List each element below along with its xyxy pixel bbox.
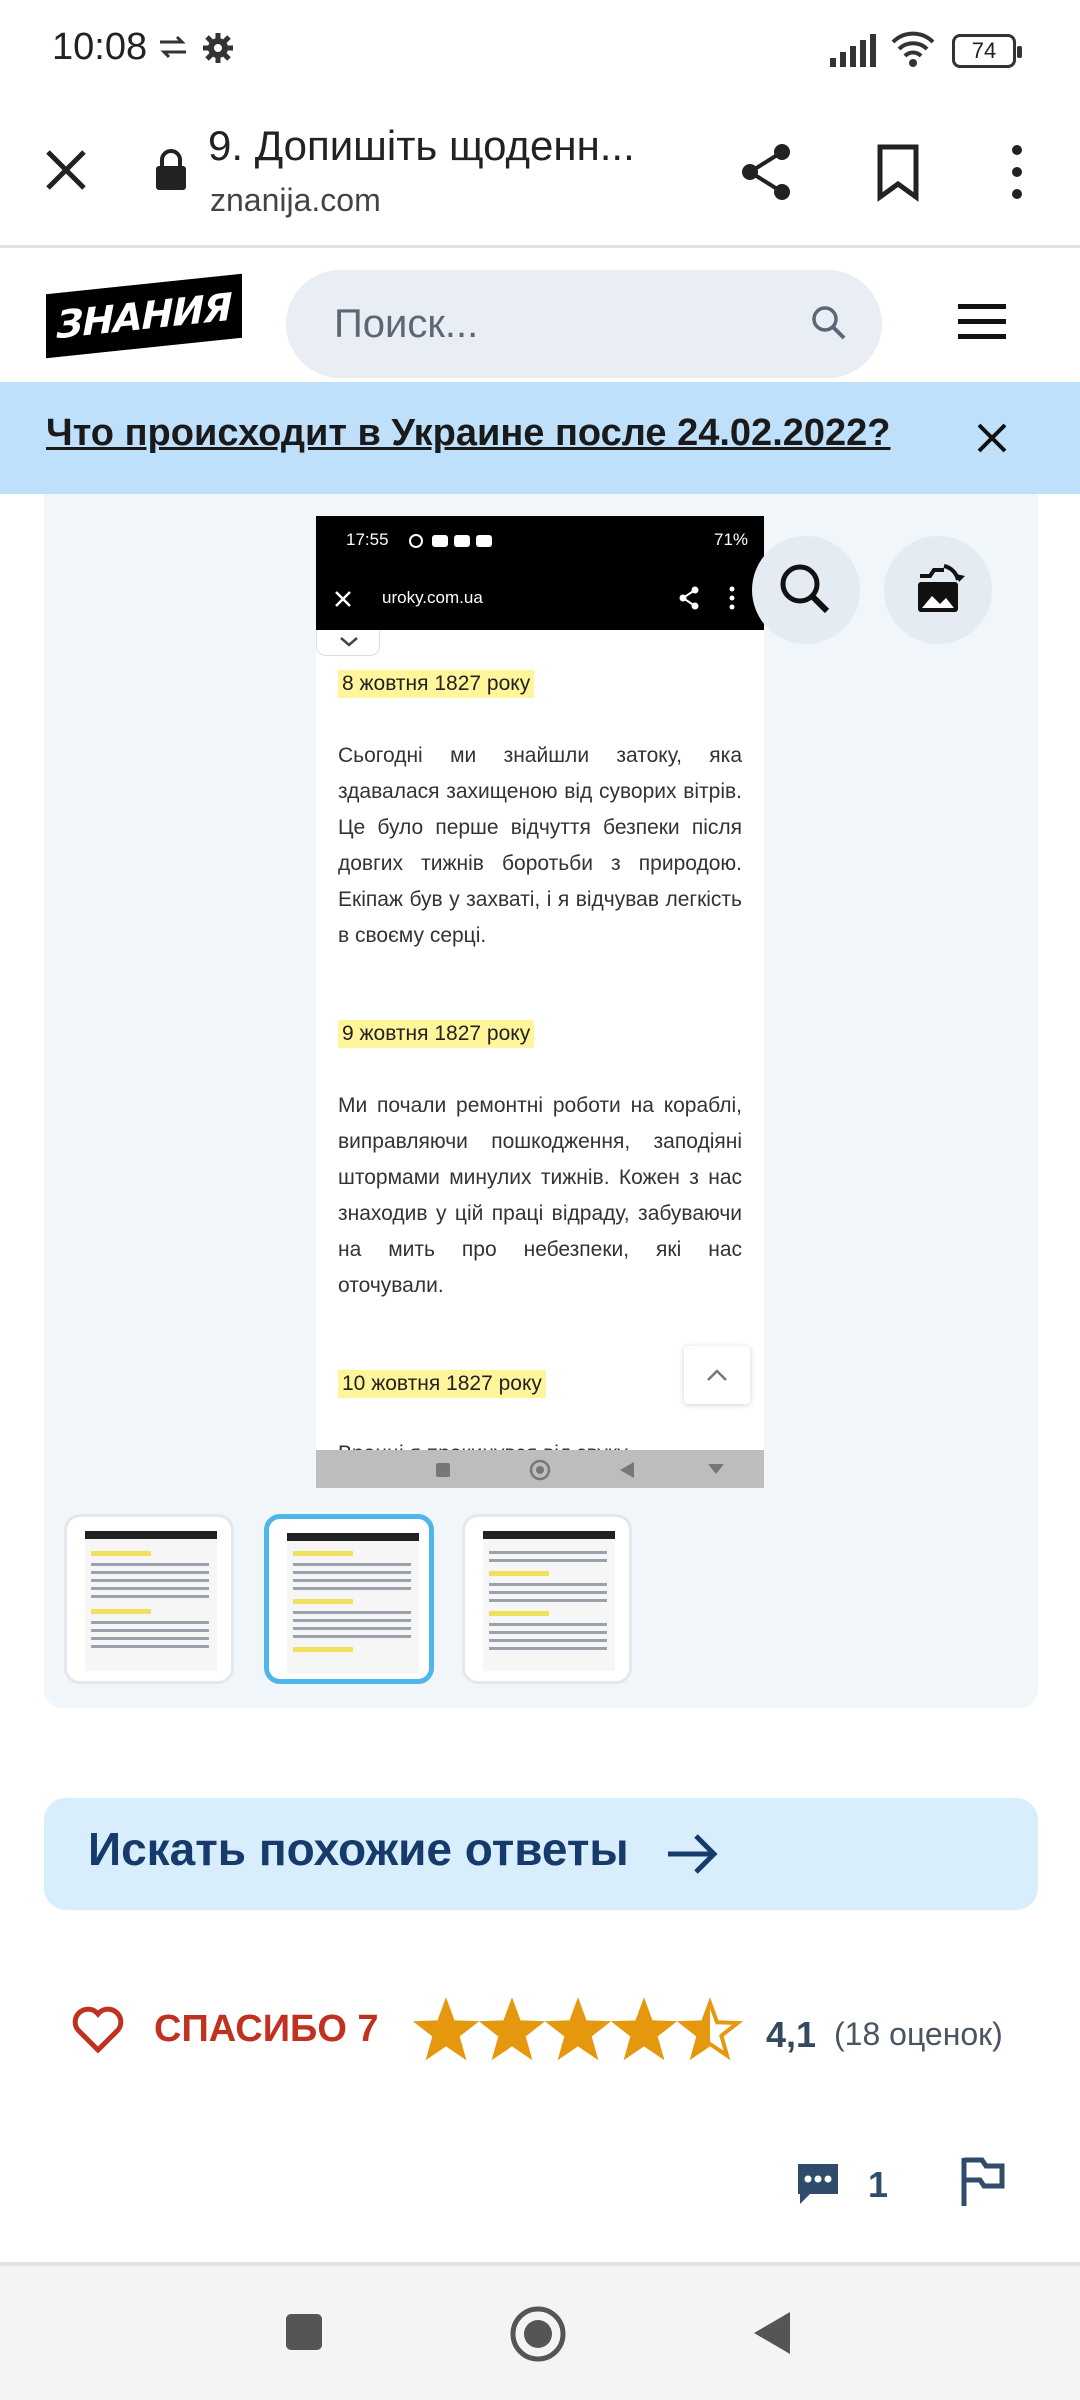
status-bar (0, 0, 1080, 100)
site-header (0, 250, 1080, 382)
settings-gear-icon (200, 30, 236, 71)
image-time: 17:55 (346, 530, 389, 549)
rotate-image-button[interactable] (884, 536, 992, 644)
info-banner (0, 382, 1080, 494)
zoom-button[interactable] (752, 536, 860, 644)
attachment-thumbnail[interactable] (64, 1514, 234, 1684)
image-nav-bar (316, 1450, 764, 1488)
comments-count: 1 (868, 2164, 889, 2205)
heart-icon[interactable] (72, 2006, 124, 2059)
site-logo[interactable]: ЗНАНИЯ (46, 274, 242, 359)
similar-answers-label: Искать похожие ответы (88, 1823, 629, 1875)
image-url: uroky.com.ua (382, 588, 483, 607)
star-icon[interactable] (550, 2003, 605, 2056)
image-more-icon (728, 586, 736, 615)
entry-date: 8 жовтня 1827 року (338, 670, 534, 698)
attachment-image[interactable] (316, 516, 764, 1488)
arrow-right-icon (664, 1830, 720, 1883)
image-page-content (316, 630, 764, 1450)
thanks-button[interactable]: СПАСИБО 7 (154, 2008, 379, 2050)
system-nav-bar (0, 2262, 1080, 2400)
lock-icon (154, 148, 188, 197)
attachment-card (44, 494, 1038, 1708)
entry-text: Сьогодні ми знайшли затоку, яка здавалася захищеною від суворих вітрів. Це було перше відчуття безпеки після довгих тижнів боротьби з природою. Екіпаж був у захваті, і я відчував легкість в своєму серці. (338, 744, 742, 947)
signal-icon (828, 34, 880, 73)
wifi-icon (890, 30, 936, 73)
similar-answers-button[interactable] (44, 1798, 1038, 1910)
attachment-thumbnail[interactable] (462, 1514, 632, 1684)
zoom-icon (752, 536, 860, 644)
comments-icon[interactable] (794, 2160, 842, 2211)
image-close-icon (334, 590, 352, 613)
image-battery: 71% (714, 530, 749, 549)
data-transfer-icon (156, 30, 190, 69)
report-flag-icon[interactable] (958, 2154, 1006, 2213)
status-time: 10:08 (52, 26, 148, 68)
entry-date: 9 жовтня 1827 року (338, 1020, 534, 1048)
banner-link[interactable]: Что происходит в Украине после 24.02.2022? (46, 412, 891, 454)
home-icon[interactable] (508, 2304, 568, 2369)
bookmark-icon[interactable] (876, 144, 920, 205)
share-icon[interactable] (738, 142, 794, 207)
star-icon[interactable] (484, 2003, 539, 2056)
image-collapse-icon (316, 630, 380, 656)
search-icon[interactable] (810, 304, 848, 347)
close-tab-icon[interactable] (44, 148, 88, 197)
browser-toolbar (0, 100, 1080, 248)
image-scroll-top-icon (684, 1346, 750, 1404)
image-status-bar (316, 516, 764, 568)
star-icon[interactable] (616, 2003, 671, 2056)
rating-stars[interactable] (414, 2000, 744, 2064)
close-banner-icon[interactable] (976, 422, 1008, 459)
image-status-icons (408, 532, 494, 555)
url-text[interactable]: znanija.com (210, 182, 381, 218)
page-title[interactable]: 9. Допишіть щоденн... (208, 122, 635, 169)
hamburger-menu-icon[interactable] (958, 302, 1006, 347)
attachment-thumbnail-selected[interactable] (264, 1514, 434, 1684)
star-icon[interactable] (418, 2003, 473, 2056)
rating-value: 4,1 (766, 2014, 817, 2055)
entry-date: 10 жовтня 1827 року (338, 1370, 546, 1398)
rating-count: (18 оценок) (834, 2016, 1003, 2052)
rotate-image-icon (884, 536, 992, 644)
image-browser-bar (316, 568, 764, 630)
image-share-icon (678, 586, 700, 615)
recent-apps-icon[interactable] (284, 2312, 324, 2357)
entry-text: Ми почали ремонтні роботи на кораблі, виправляючи пошкодження, заподіяні штормами минулих тижнів. Кожен з нас знаходив у цій праці відраду, забуваючи на мить про небезпеки, які нас оточували. (338, 1094, 742, 1297)
search-input[interactable] (286, 270, 882, 378)
more-menu-icon[interactable] (1008, 144, 1026, 205)
back-icon[interactable] (750, 2308, 794, 2363)
battery-indicator: 74 (952, 34, 1016, 68)
